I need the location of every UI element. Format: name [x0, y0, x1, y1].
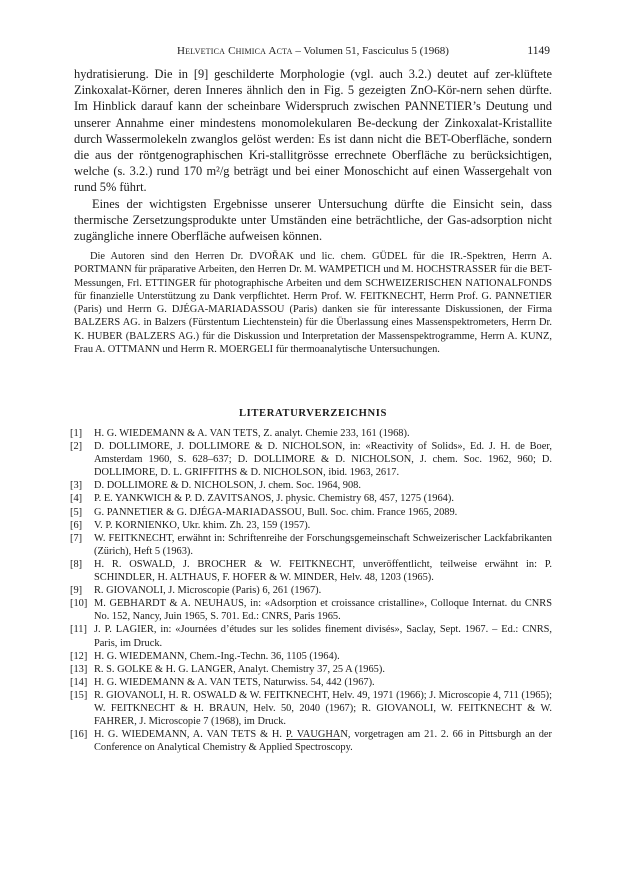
reference-item: [4] P. E. YANKWICH & P. D. ZAVITSANOS, J. physic. Chemistry 68, 457, 1275 (1964).	[70, 493, 454, 505]
body-paragraph-2: Eines der wichtigsten Ergebnisse unserer Untersuchung dürfte die Einsicht sein, dass thermische Zersetzungsprodukte unter Umständen eine beträchtliche, der Gas-adsorption nicht zugängliche innere Oberfläche aufweisen können.	[74, 196, 552, 244]
reference-item: [8] H. R. OSWALD, J. BROCHER & W. FEITKNECHT, unveröffentlicht, teilweise erwähnt in: P. SCHINDLER, H. ALTHAUS, F. HOFER & W. MINDER, Helv. 48, 1203 (1965).	[70, 558, 552, 584]
reference-item: [1] H. G. WIEDEMANN & A. VAN TETS, Z. analyt. Chemie 233, 161 (1968).	[70, 428, 410, 439]
page-number: 1149	[527, 45, 550, 57]
body-paragraph-1: hydratisierung. Die in [9] geschilderte Morphologie (vgl. auch 3.2.) deutet auf zer-klüftete Zinkoxalat-Körner, deren Inneres ähnlich den in Fig. 5 gezeigten ZnO-Kör-nern sehen dürfte. Im Hinblick darauf kann der scheinbare Widerspruch zwischen PANNETIER’s Deutung und unserer Annahme einer mindestens monomolekularen Be-deckung der Zinkoxalat-Kristallite durch Wassermolekeln zwanglos gelöst werden: Es ist dann nicht die BET-Oberfläche, sondern die aus der röntgenographischen Kri-stallitgrösse errechnete Oberfläche zu berücksichtigen, welche (s. 3.2.) rund 170 m²/g beträgt und bei einer Monoschicht auf einen Wassergehalt von rund 5% führt.	[74, 67, 552, 195]
end-rule	[286, 739, 340, 740]
reference-item: [10] M. GEBHARDT & A. NEUHAUS, in: «Adsorption et croissance cristalline», Colloque Internat. du CNRS No. 152, Nancy, Juin 1965, S. 701. Ed.: CNRS, Paris 1965.	[70, 598, 552, 623]
reference-item: [15] R. GIOVANOLI, H. R. OSWALD & W. FEITKNECHT, Helv. 49, 1971 (1966); J. Microscopie 4, 711 (1965); W. FEITKNECHT & H. BRAUN, Helv. 50, 2040 (1967); R. GIOVANOLI, W. FEITKNECHT & W. FAHRER, J. Microscopie 7 (1968), im Druck.	[70, 689, 552, 728]
volume-info: – Volumen 51, Fasciculus 5 (1968)	[295, 45, 449, 57]
reference-item: [2] D. DOLLIMORE, J. DOLLIMORE & D. NICHOLSON, in: «Reactivity of Solids», Ed. J. H. de Boer, Amsterdam 1960, S. 628–637; D. DOLLIMORE & D. NICHOLSON, J. chem. Soc. 1962, 960; D. DOLLIMORE, D. L. GRIFFITHS & D. NICHOLSON, ibid. 1963, 2617.	[70, 441, 552, 479]
reference-item: [6] V. P. KORNIENKO, Ukr. khim. Zh. 23, 159 (1957).	[70, 519, 311, 531]
reference-item: [7] W. FEITKNECHT, erwähnt in: Schriftenreihe der Forschungsgemeinschaft Schweizerischer Lackfabrikanten (Zürich), Heft 5 (1963).	[70, 532, 552, 557]
running-head	[74, 44, 552, 58]
reference-item: [3] D. DOLLIMORE & D. NICHOLSON, J. chem. Soc. 1964, 908.	[70, 480, 361, 492]
reference-item: [9] R. GIOVANOLI, J. Microscopie (Paris) 6, 261 (1967).	[70, 585, 322, 597]
reference-item: [5] G. PANNETIER & G. DJÉGA-MARIADASSOU, Bull. Soc. chim. France 1965, 2089.	[70, 506, 458, 518]
journal-name: Helvetica Chimica Acta	[177, 45, 293, 57]
acknowledgement-paragraph: Die Autoren sind den Herren Dr. DVOŘAK und lic. chem. GÜDEL für die IR.-Spektren, Herrn A. PORTMANN für präparative Arbeiten, den Herren Dr. M. WAMPETICH und M. HOCHSTRASSER für die BET-Messungen, Frl. ETTINGER für photographische Arbeiten und dem SCHWEIZERISCHEN NATIONALFONDS für finanzielle Unterstützung zu Dank verpflichtet. Herrn Prof. W. FEITKNECHT, Herrn Prof. G. PANNETIER (Paris) und Herrn G. DJÉGA-MARIADASSOU (Paris) danken sie für interessante Diskussionen, der Firma BALZERS AG. in Balzers (Fürstentum Liechtenstein) für die Überlassung eines Massenspektrometers, Herrn Dr. K. HUBER (BALZERS AG.) für die Diskussion und Interpretation der Massenspektrogramme, Herrn A. KUNZ, Frau A. OTTMANN und Herrn R. MOERGELI für thermoanalytische Untersuchungen.	[74, 251, 552, 356]
reference-item: [12] H. G. WIEDEMANN, Chem.-Ing.-Techn. 36, 1105 (1964).	[70, 650, 340, 662]
references-heading: LITERATURVERZEICHNIS	[238, 408, 387, 419]
body-text	[74, 66, 552, 244]
reference-item: [11] J. P. LAGIER, in: «Journées d’études sur les solides finement divisés», Saclay, Sept. 1967. – Ed.: CNRS, Paris, im Druck.	[70, 624, 552, 649]
reference-item: [14] H. G. WIEDEMANN & A. VAN TETS, Naturwiss. 54, 442 (1967).	[70, 676, 375, 688]
reference-item: [16] H. G. WIEDEMANN, A. VAN TETS & H. P. VAUGHAN, vorgetragen am 21. 2. 66 in Pittsburgh an der Conference on Analytical Chemistry & Applied Spectroscopy.	[70, 729, 552, 754]
reference-list	[70, 427, 552, 754]
reference-item: [13] R. S. GOLKE & H. G. LANGER, Analyt. Chemistry 37, 25 A (1965).	[70, 663, 385, 675]
